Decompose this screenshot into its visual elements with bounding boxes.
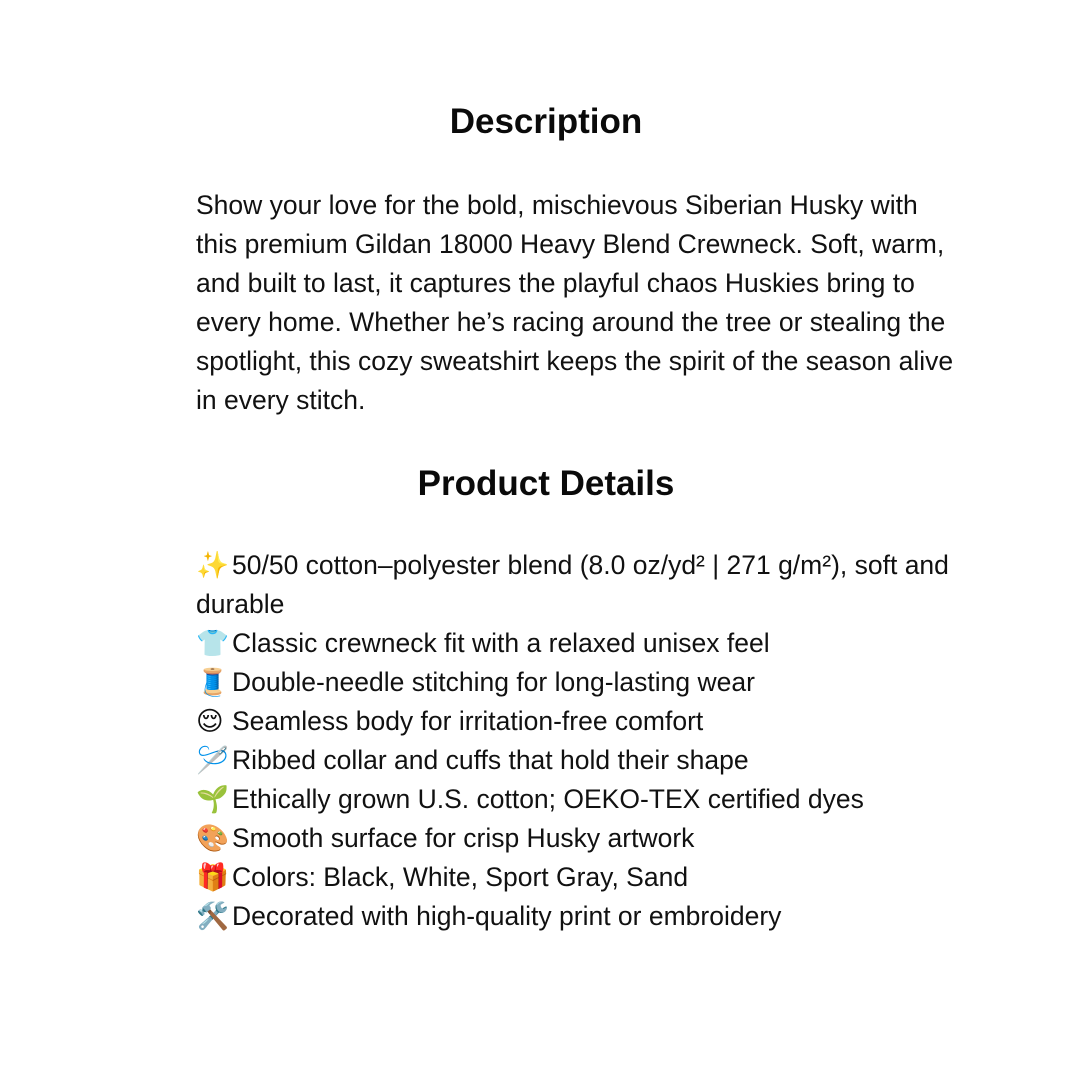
product-details-heading: Product Details (417, 464, 675, 503)
detail-text: 50/50 cotton–polyester blend (8.0 oz/yd² | 271 g/m²), soft and durable (196, 550, 949, 619)
detail-text: Decorated with high-quality print or embroidery (232, 901, 782, 931)
seedling-icon: 🌱 (196, 784, 229, 814)
detail-text: Colors: Black, White, Sport Gray, Sand (232, 862, 689, 892)
product-content (196, 100, 958, 936)
hammer-wrench-icon: 🛠️ (196, 901, 229, 931)
thread-spool-icon: 🧵 (196, 667, 229, 697)
relieved-face-icon: 😌 (196, 706, 224, 736)
detail-item (196, 663, 958, 702)
detail-item (196, 702, 958, 741)
tshirt-icon: 👕 (196, 628, 229, 658)
detail-text: Double-needle stitching for long-lasting wear (232, 667, 755, 697)
detail-text: Classic crewneck fit with a relaxed unisex feel (232, 628, 770, 658)
detail-item (196, 624, 958, 663)
product-details-list (196, 546, 958, 936)
detail-item (196, 897, 958, 936)
detail-text: Smooth surface for crisp Husky artwork (232, 823, 695, 853)
gift-icon: 🎁 (196, 862, 229, 892)
detail-text: Seamless body for irritation-free comfort (232, 706, 704, 736)
description-text: Show your love for the bold, mischievous Siberian Husky with this premium Gildan 18000 Heavy Blend Crewneck. Soft, warm, and built to last, it captures the playful chaos Huskies bring to every home. Whether he’s racing around the tree or stealing the spotlight, this cozy sweatshirt keeps the spirit of the season alive in every stitch. (196, 190, 954, 415)
sparkles-icon: ✨ (196, 550, 229, 580)
sewing-needle-icon: 🪡 (196, 745, 229, 775)
detail-item (196, 780, 958, 819)
detail-text: Ribbed collar and cuffs that hold their shape (232, 745, 749, 775)
detail-item (196, 741, 958, 780)
detail-text: Ethically grown U.S. cotton; OEKO-TEX certified dyes (232, 784, 864, 814)
detail-item (196, 819, 958, 858)
detail-item (196, 546, 958, 624)
detail-item (196, 858, 958, 897)
artist-palette-icon: 🎨 (196, 823, 229, 853)
description-heading: Description (449, 102, 643, 141)
